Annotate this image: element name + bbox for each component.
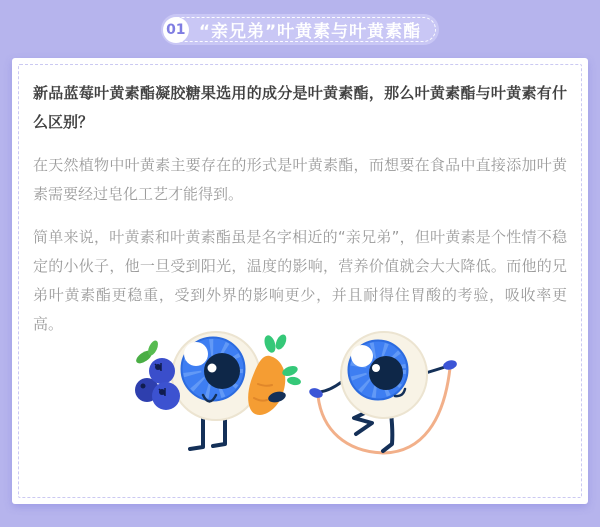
section-header [0,0,600,45]
blueberries-icon [134,339,180,410]
eyeball-mascot-blueberries-carrot-icon [124,326,304,471]
content-card [12,58,588,504]
body-paragraph-1: 在天然植物中叶黄素主要存在的形式是叶黄素酯，而想要在食品中直接添加叶黄素需要经过皂化工艺才能得到。 [33,156,567,203]
section-header-pill [161,14,439,45]
eyeball-mascot-jump-rope-icon [298,326,468,481]
intro-question-paragraph: 新品蓝莓叶黄素酯凝胶糖果选用的成分是叶黄素酯，那么叶黄素酯与叶黄素有什么区别？ [33,84,567,131]
mascot-illustrations [12,326,588,486]
section-title: “亲兄弟”叶黄素与叶黄素酯 [198,22,422,42]
section-number-badge: 01 [163,17,189,43]
body-paragraph-2: 简单来说，叶黄素和叶黄素酯虽是名字相近的“亲兄弟”，但叶黄素是个性情不稳定的小伙子，他一旦受到阳光，温度的影响，营养价值就会大大降低。而他的兄弟叶黄素酯更稳重，受到外界的影响更少，并且耐得住胃酸的考验，吸收率更高。 [33,228,567,333]
carrot-icon [248,333,301,415]
